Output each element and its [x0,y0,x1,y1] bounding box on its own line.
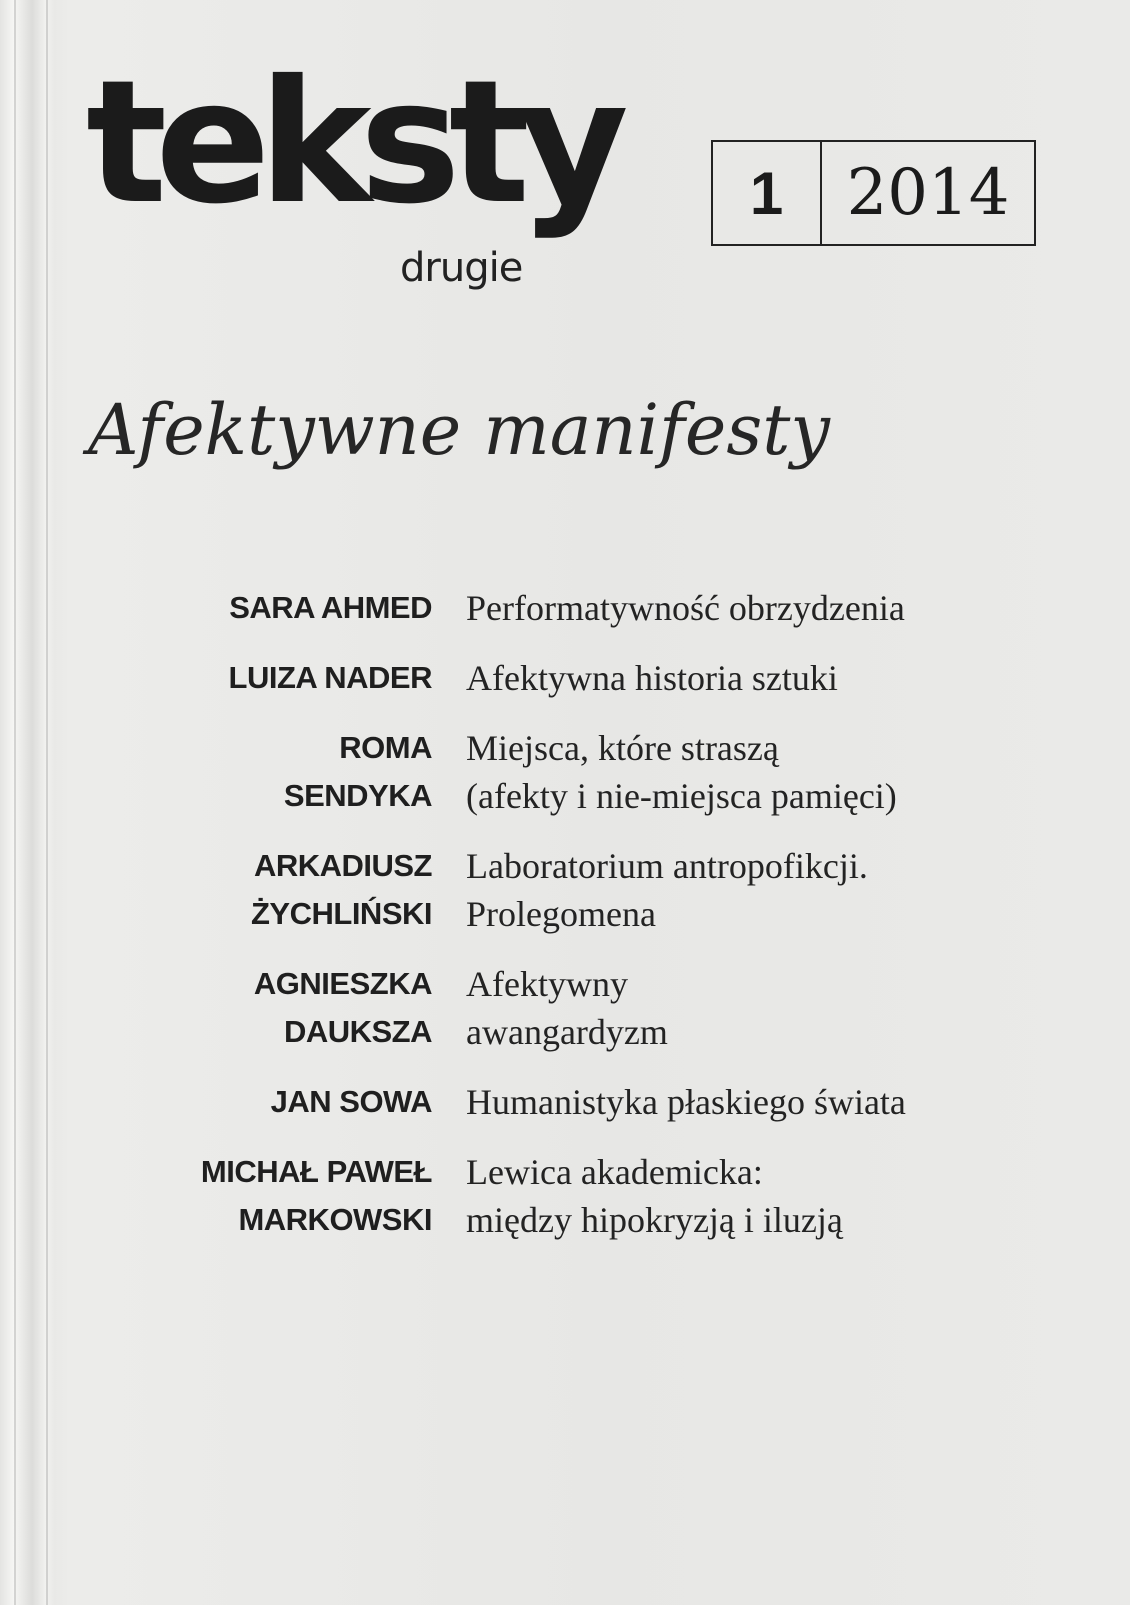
toc-author: AGNIESZKA DAUKSZA [253,966,432,1049]
toc-title: Performatywność obrzydzenia [466,588,905,628]
toc-title: Humanistyka płaskiego świata [466,1082,906,1122]
toc-entry [150,584,1080,632]
magazine-logo-subtitle: drugie [400,245,523,291]
table-of-contents [150,584,1080,1266]
toc-entry [150,960,1080,1056]
toc-entry [150,842,1080,938]
issue-title: Afektywne manifesty [88,389,830,471]
toc-entry [150,1148,1080,1244]
spine-fold-line [46,0,48,1605]
toc-entry [150,1078,1080,1126]
toc-entry [150,724,1080,820]
issue-box [711,140,1036,246]
issue-year: 2014 [846,156,1010,230]
toc-title: Afektywny awangardyzm [466,964,668,1052]
toc-title: Lewica akademicka: między hipokryzją i iluzją [466,1152,843,1240]
toc-title: Laboratorium antropofikcji. Prolegomena [466,846,868,934]
toc-author: ARKADIUSZ ŻYCHLIŃSKI [251,848,432,931]
toc-author: JAN SOWA [270,1084,432,1119]
toc-author: SARA AHMED [229,590,432,625]
issue-number: 1 [713,142,822,244]
toc-entry [150,654,1080,702]
toc-author: ROMA SENDYKA [283,730,432,813]
magazine-logo: teksty [86,44,617,242]
toc-author: MICHAŁ PAWEŁ MARKOWSKI [200,1154,432,1237]
toc-title: Miejsca, które straszą (afekty i nie-miejsca pamięci) [466,728,897,816]
spine-edge-line [14,0,16,1605]
toc-author: LUIZA NADER [228,660,432,695]
toc-title: Afektywna historia sztuki [466,658,838,698]
